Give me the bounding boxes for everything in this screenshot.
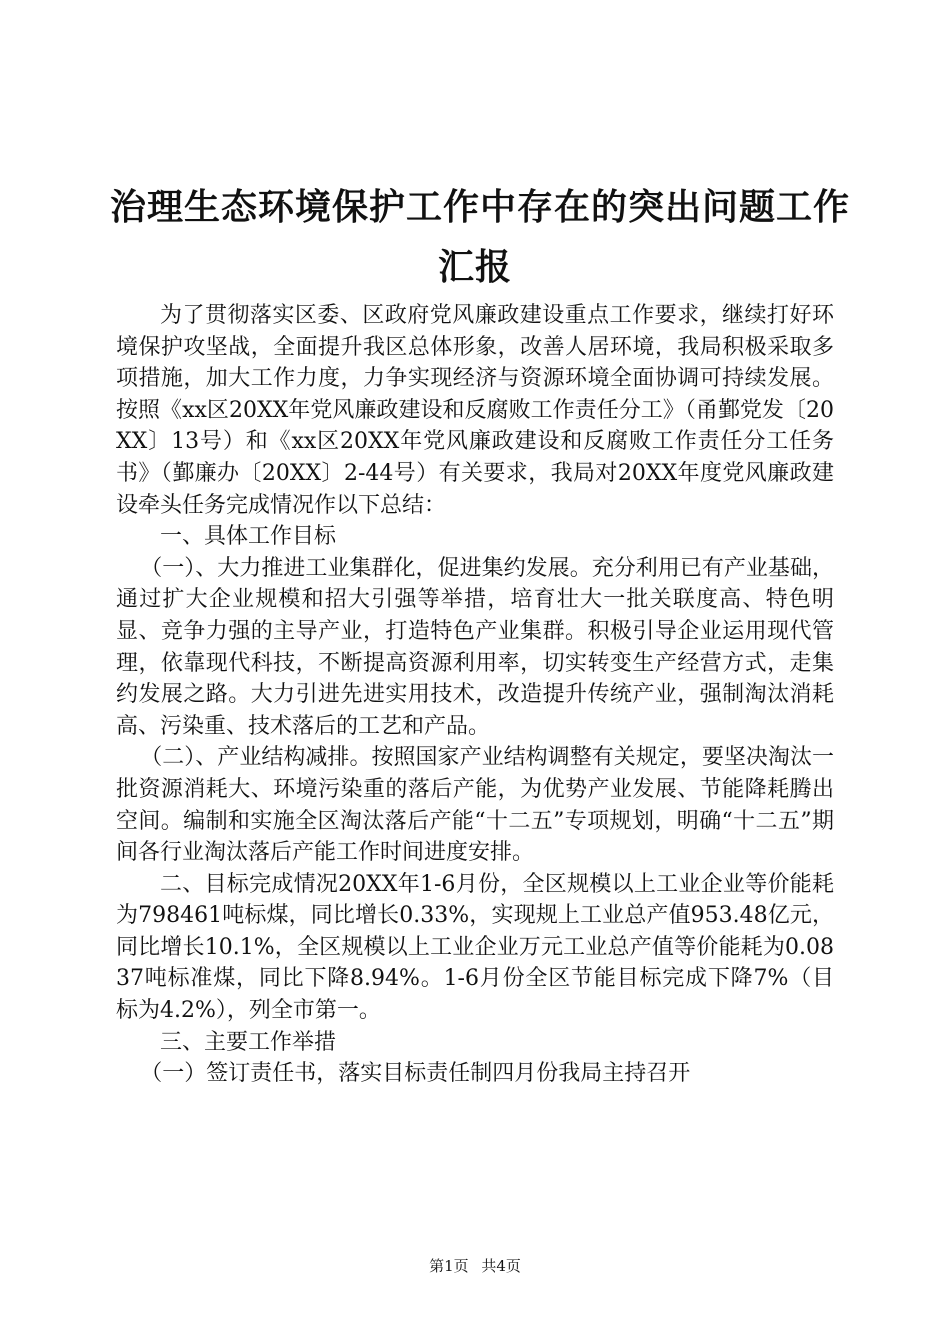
page-number: 第1页: [429, 1257, 469, 1275]
document-title-line-1: 治理生态环境保护工作中存在的突出问题工作: [110, 187, 851, 228]
paragraph-goal-2: （二）、产业结构减排。按照国家产业结构调整有关规定，要坚决淘汰一批资源消耗大、环境污染重的落后产能，为优势产业发展、节能降耗腾出空间。编制和实施全区淘汰落后产能“十二五”专项规划，明确“十二五”期间各行业淘汰落后产能工作时间进度安排。: [116, 745, 834, 866]
paragraph-measure-1: （一）签订责任书，落实目标责任制四月份我局主持召开: [140, 1061, 691, 1087]
section-heading-3: 三、主要工作举措: [160, 1029, 337, 1055]
paragraph-results: 二、目标完成情况20XX年1-6月份，全区规模以上工业企业等价能耗为798461吨标煤，同比增长0.33%，实现规上工业总产值953.48亿元，同比增长10.1%，全区规模以上工业企业万元工业总产值等价能耗为0.0837吨标准煤，同比下降8.94%。1-6月份全区节能目标完成下降7%（目标为4.2%），列全市第一。: [116, 871, 834, 1024]
page-footer: [0, 1256, 950, 1276]
document-title-line-2: 汇报: [437, 247, 512, 288]
page-total: 共4页: [481, 1257, 521, 1275]
intro-paragraph: 为了贯彻落实区委、区政府党风廉政建设重点工作要求，继续打好环境保护攻坚战，全面提升我区总体形象，改善人居环境，我局积极采取多项措施，加大工作力度，力争实现经济与资源环境全面协调可持续发展。按照《xx区20XX年党风廉政建设和反腐败工作责任分工》（甬鄞党发〔20XX〕13号）和《xx区20XX年党风廉政建设和反腐败工作责任分工任务书》（鄞廉办〔20XX〕2-44号）有关要求，我局对20XX年度党风廉政建设牵头任务完成情况作以下总结：: [116, 303, 834, 518]
paragraph-goal-1: （一）、大力推进工业集群化，促进集约发展。充分利用已有产业基础，通过扩大企业规模和招大引强等举措，培育壮大一批关联度高、特色明显、竞争力强的主导产业，打造特色产业集群。积极引导企业运用现代管理，依靠现代科技，不断提高资源利用率，切实转变生产经营方式，走集约发展之路。大力引进先进实用技术，改造提升传统产业，强制淘汰消耗高、污染重、技术落后的工艺和产品。: [116, 555, 834, 739]
document-body: [116, 300, 834, 1090]
section-heading-1: 一、具体工作目标: [160, 524, 337, 550]
